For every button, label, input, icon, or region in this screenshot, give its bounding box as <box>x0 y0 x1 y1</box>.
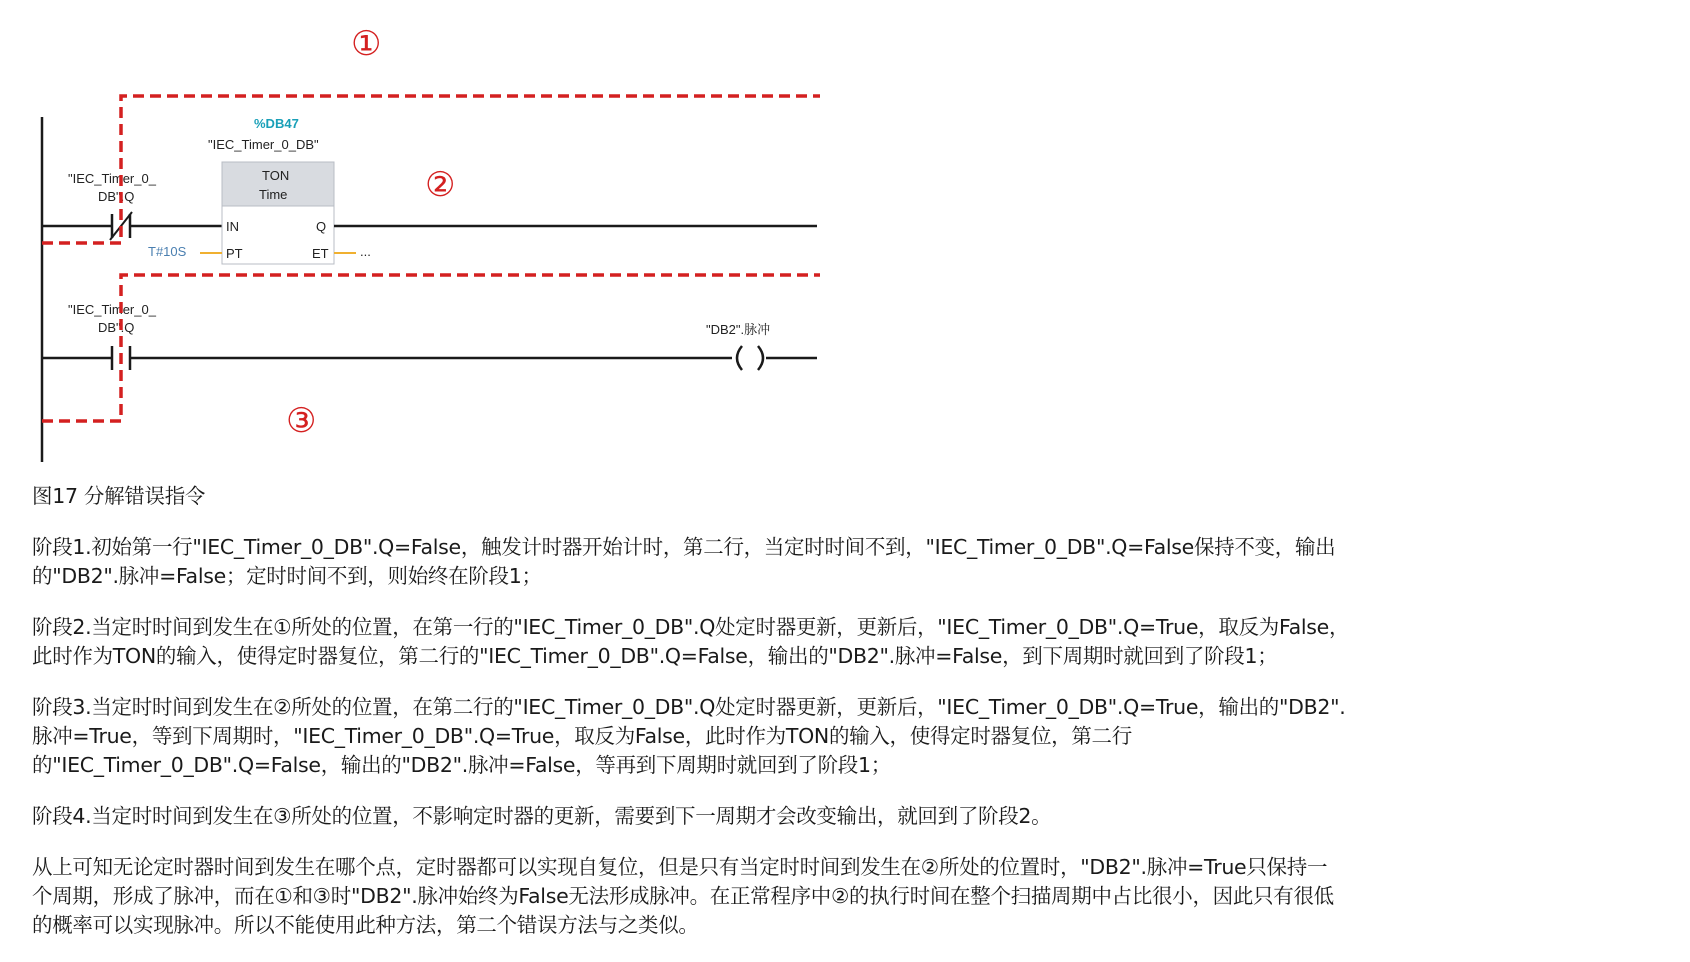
paragraph-line: 从上可知无论定时器时间到发生在哪个点，定时器都可以实现自复位，但是只有当定时时间到发生在②所处的位置时，"DB2".脉冲=True只保持一 <box>32 855 1328 879</box>
paragraph-stage-1 <box>32 533 1472 591</box>
coil-label: "DB2".脉冲 <box>706 322 771 337</box>
marker-two: ② <box>425 165 456 205</box>
paragraph-line: 个周期，形成了脉冲，而在①和③时"DB2".脉冲始终为False无法形成脉冲。在正常程序中②的执行时间在整个扫描周期中占比很小，因此只有很低 <box>32 884 1334 908</box>
timer-pin-in: IN <box>226 219 239 234</box>
ladder-diagram <box>0 0 900 470</box>
paragraph-line: 脉冲=True，等到下周期时，"IEC_Timer_0_DB".Q=True，取反为False，此时作为TON的输入，使得定时器复位，第二行 <box>32 724 1132 748</box>
paragraph-line: 阶段2.当定时时间到发生在①所处的位置，在第一行的"IEC_Timer_0_DB".Q处定时器更新，更新后，"IEC_Timer_0_DB".Q=True，取反为False， <box>32 615 1350 639</box>
paragraph-line: 此时作为TON的输入，使得定时器复位，第二行的"IEC_Timer_0_DB".Q=False，输出的"DB2".脉冲=False，到下周期时就回到了阶段1； <box>32 644 1278 668</box>
figure-caption: 图17 分解错误指令 <box>32 484 206 508</box>
paragraph-line: 阶段1.初始第一行"IEC_Timer_0_DB".Q=False，触发计时器开始计时，第二行，当定时时间不到，"IEC_Timer_0_DB".Q=False保持不变，输出 <box>32 535 1336 559</box>
paragraph-line: 阶段4.当定时时间到发生在③所处的位置，不影响定时器的更新，需要到下一周期才会改变输出，就回到了阶段2。 <box>32 804 1052 828</box>
paragraph-line: 阶段3.当定时时间到发生在②所处的位置，在第二行的"IEC_Timer_0_DB".Q处定时器更新，更新后，"IEC_Timer_0_DB".Q=True，输出的"DB2". <box>32 695 1346 719</box>
timer-pin-q: Q <box>316 219 327 234</box>
paragraph-line: 的"IEC_Timer_0_DB".Q=False，输出的"DB2".脉冲=False，等再到下周期时就回到了阶段1； <box>32 753 891 777</box>
timer-db-name: "IEC_Timer_0_DB" <box>208 137 319 152</box>
rung1-contact-label-line1: "IEC_Timer_0_ <box>68 171 156 186</box>
timer-type: TON <box>262 168 290 183</box>
paragraph-line: 的概率可以实现脉冲。所以不能使用此种方法，第二个错误方法与之类似。 <box>32 913 699 937</box>
paragraph-stage-4 <box>32 802 1472 831</box>
marker-three: ③ <box>286 401 317 441</box>
marker-one: ① <box>351 24 382 64</box>
paragraph-conclusion <box>32 853 1472 940</box>
rung2-contact-label-line1: "IEC_Timer_0_ <box>68 302 156 317</box>
timer-db-address: %DB47 <box>254 116 299 131</box>
rung2-coil <box>737 346 763 370</box>
timer-pin-et: ET <box>312 246 329 261</box>
timer-subtype: Time <box>259 187 288 202</box>
paragraph-stage-3 <box>32 693 1472 780</box>
paragraph-line: 的"DB2".脉冲=False；定时时间不到，则始终在阶段1； <box>32 564 542 588</box>
rung1-contact-label-line2: DB".Q <box>98 189 135 204</box>
timer-et-value: ... <box>360 244 371 259</box>
paragraph-stage-2 <box>32 613 1472 671</box>
document-body <box>32 482 1472 962</box>
timer-pin-pt: PT <box>226 246 243 261</box>
rung2-contact-label-line2: DB".Q <box>98 320 135 335</box>
timer-pt-value: T#10S <box>148 244 187 259</box>
